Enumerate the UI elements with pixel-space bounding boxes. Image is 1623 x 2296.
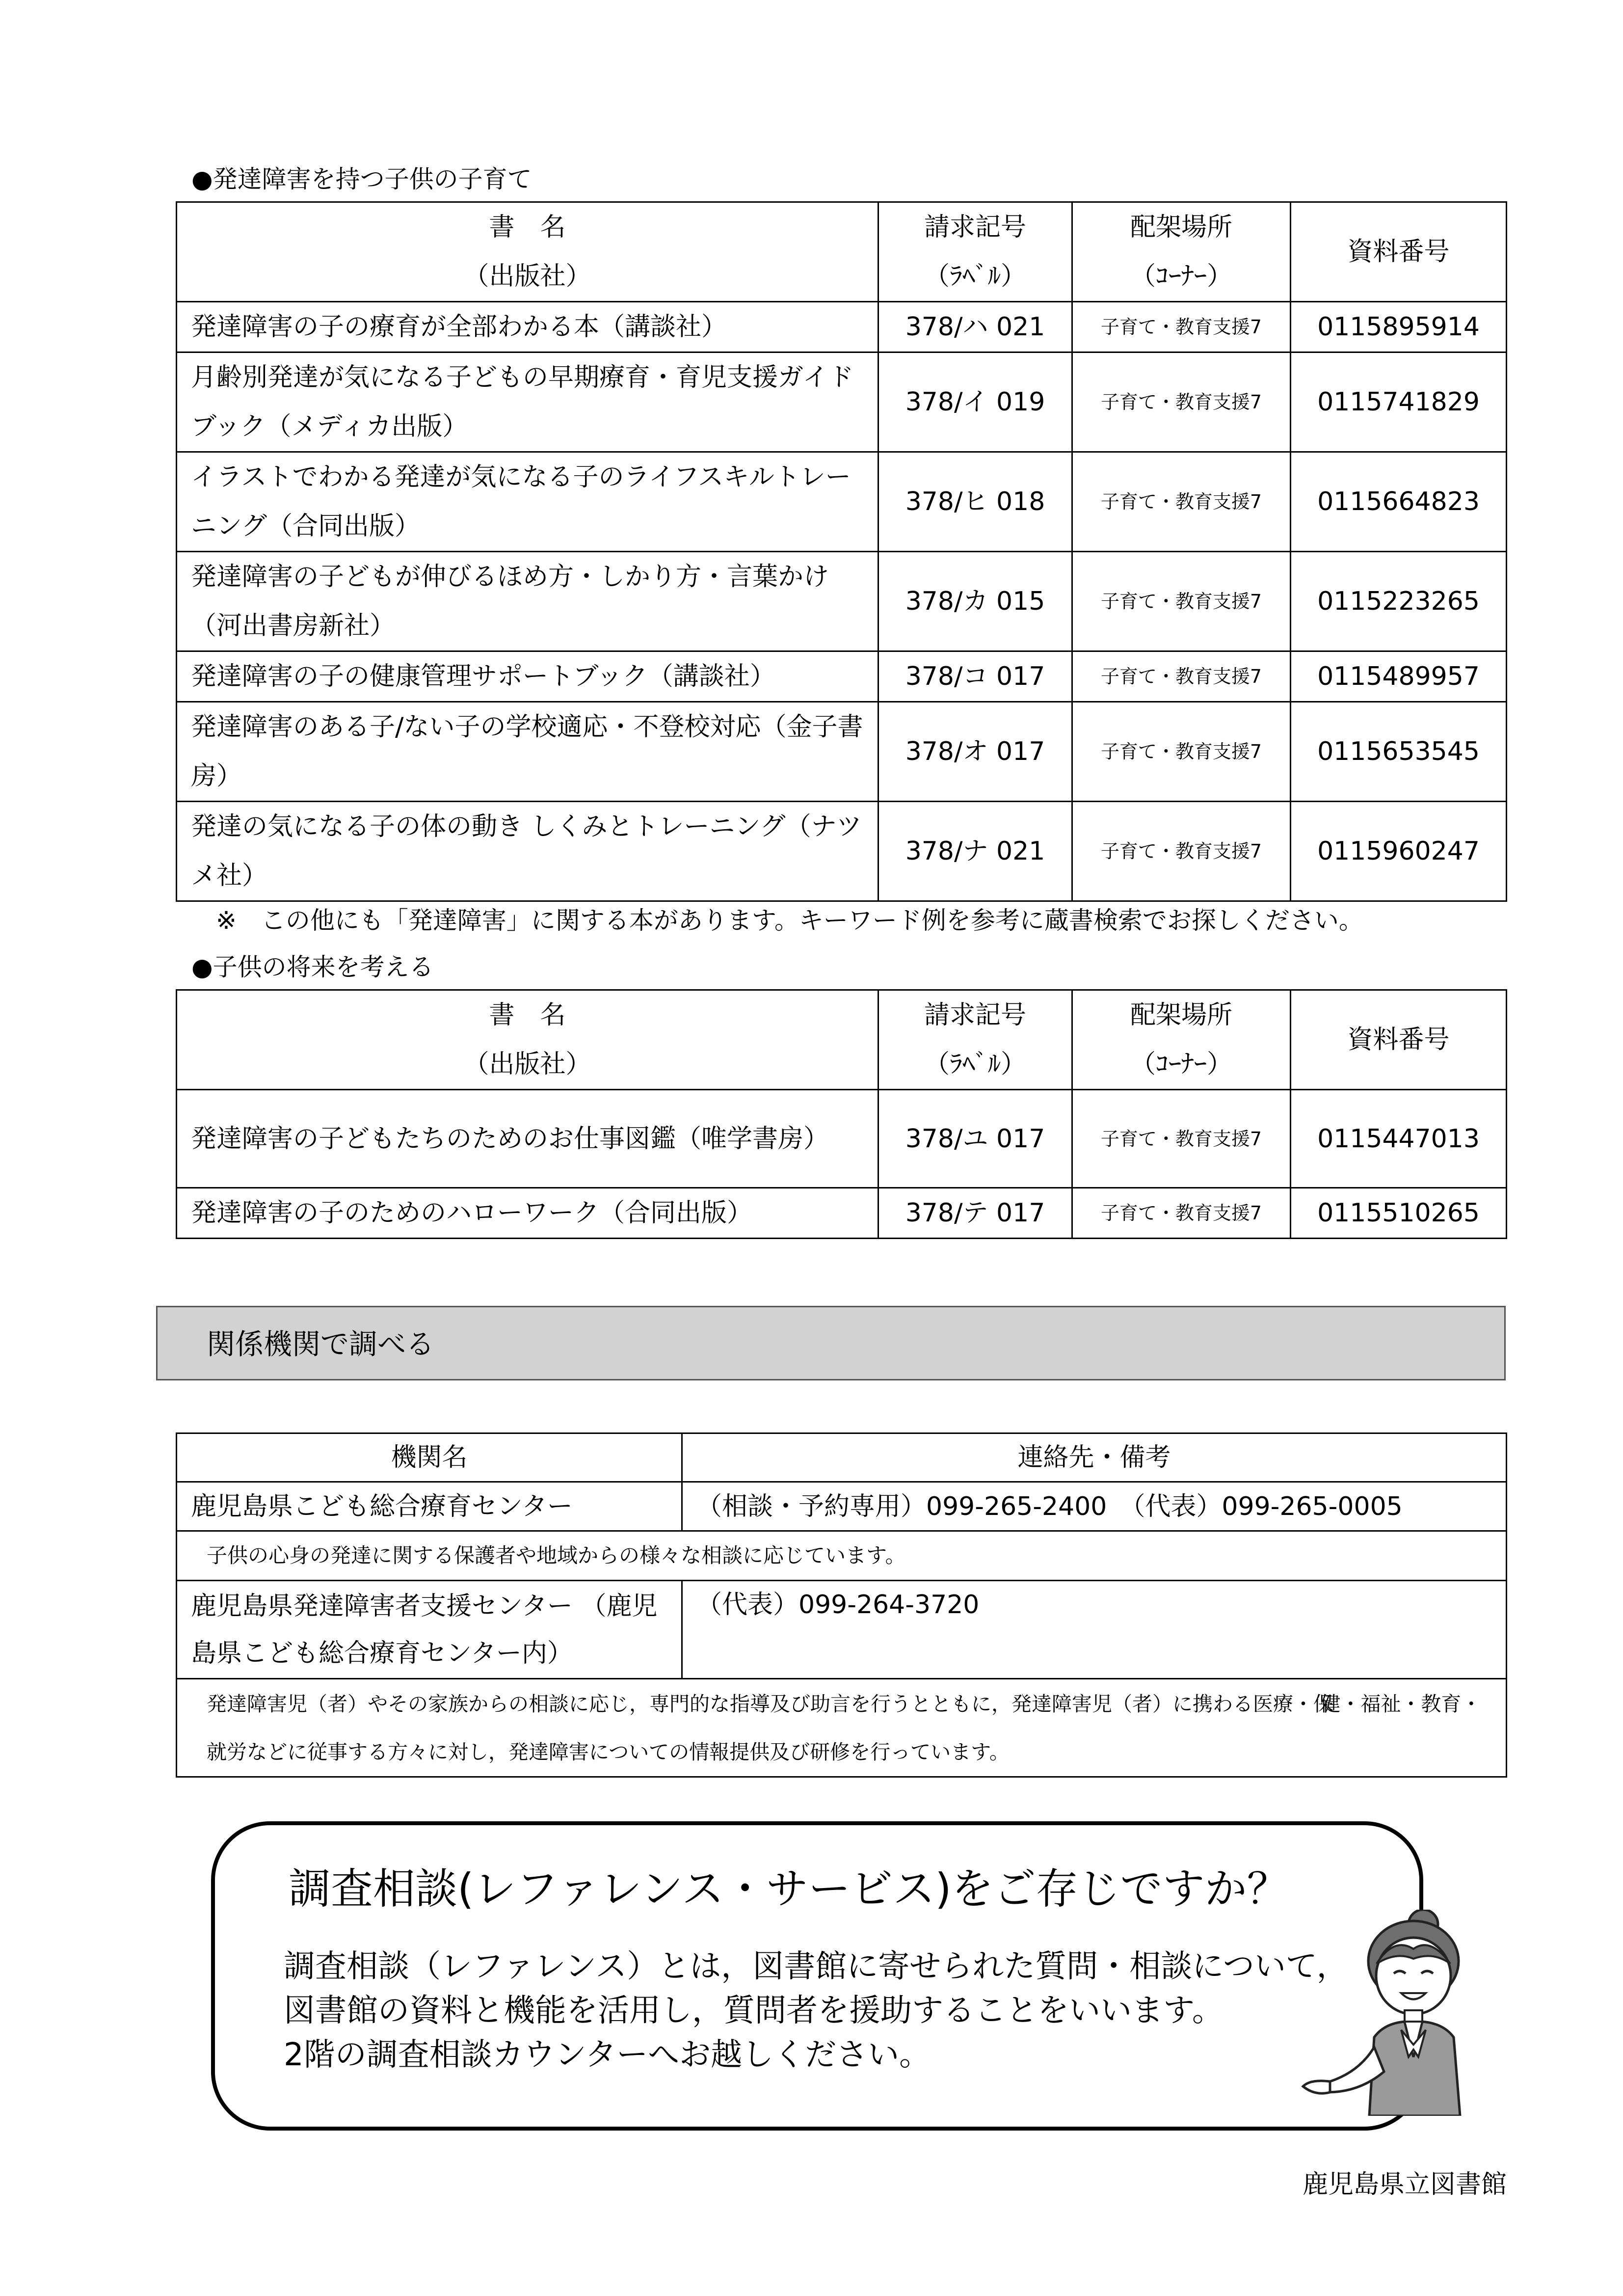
material-number: 0115664823 xyxy=(1291,452,1507,552)
book-title: 発達障害の子どもたちのためのお仕事図鑑（唯学書房） xyxy=(177,1090,878,1188)
section-heading-childcare: ●発達障害を持つ子供の子育て xyxy=(191,165,532,193)
org-name: 鹿児島県こども総合療育センター xyxy=(177,1482,682,1531)
table-row xyxy=(177,1188,1507,1239)
org-header-contact: 連絡先・備考 xyxy=(682,1433,1507,1482)
section-bar-organizations xyxy=(156,1306,1506,1380)
header-place-line1: 配架場所 xyxy=(1130,1000,1232,1030)
call-number: 378/コ 017 xyxy=(878,651,1072,702)
shelf-location: 子育て・教育支援7 xyxy=(1072,802,1291,901)
header-title-line2: （出版社） xyxy=(463,1050,591,1079)
material-number: 0115447013 xyxy=(1291,1090,1507,1188)
book-title: 発達障害の子の健康管理サポートブック（講談社） xyxy=(177,651,878,702)
shelf-location: 子育て・教育支援7 xyxy=(1072,452,1291,552)
material-number: 0115510265 xyxy=(1291,1188,1507,1239)
callout-line-2: 図書館の資料と機能を活用し，質問者を援助することをいいます。 xyxy=(284,1993,1224,2029)
org-description-row xyxy=(177,1679,1507,1777)
table-row xyxy=(177,452,1507,552)
org-name-line1: 鹿児島県発達障害者支援センター xyxy=(191,1591,573,1621)
table-header-row xyxy=(177,202,1507,302)
header-label-line2: （ﾗﾍﾞﾙ） xyxy=(924,262,1026,291)
section-heading-future: ●子供の将来を考える xyxy=(191,953,434,981)
material-number: 0115741829 xyxy=(1291,352,1507,452)
org-row xyxy=(177,1581,1507,1679)
header-title xyxy=(177,990,878,1090)
shelf-location: 子育て・教育支援7 xyxy=(1072,651,1291,702)
org-description: 子供の心身の発達に関する保護者や地域からの様々な相談に応じています。 xyxy=(177,1531,1507,1581)
call-number: 378/ユ 017 xyxy=(878,1090,1072,1188)
callout-line-1: 調査相談（レファレンス）とは，図書館に寄せられた質問・相談について， xyxy=(284,1948,1348,1985)
book-title: 発達の気になる子の体の動き しくみとトレーニング（ナツメ社） xyxy=(177,802,878,901)
shelf-location: 子育て・教育支援7 xyxy=(1072,552,1291,651)
header-place-line2: （ｺｰﾅｰ） xyxy=(1130,262,1232,291)
book-title: 発達障害の子どもが伸びるほめ方・しかり方・言葉かけ（河出書房新社） xyxy=(177,552,878,651)
shelf-location: 子育て・教育支援7 xyxy=(1072,702,1291,802)
callout-line-3: 2階の調査相談カウンターへお越しください。 xyxy=(284,2037,931,2073)
book-title: 発達障害のある子/ない子の学校適応・不登校対応（金子書房） xyxy=(177,702,878,802)
book-table-future xyxy=(176,989,1507,1239)
header-place xyxy=(1072,990,1291,1090)
header-label-line2: （ﾗﾍﾞﾙ） xyxy=(924,1050,1026,1079)
reference-service-callout xyxy=(211,1821,1423,2131)
org-header-name: 機関名 xyxy=(177,1433,682,1482)
shelf-location: 子育て・教育支援7 xyxy=(1072,1090,1291,1188)
org-name xyxy=(177,1581,682,1679)
header-place-line2: （ｺｰﾅｰ） xyxy=(1130,1050,1232,1079)
header-number: 資料番号 xyxy=(1291,990,1507,1090)
call-number: 378/イ 019 xyxy=(878,352,1072,452)
call-number: 378/ナ 021 xyxy=(878,802,1072,901)
book-title: 発達障害の子のためのハローワーク（合同出版） xyxy=(177,1188,878,1239)
call-number: 378/ハ 021 xyxy=(878,302,1072,352)
section-bar-label: 関係機関で調べる xyxy=(207,1327,435,1361)
book-title: 月齢別発達が気になる子どもの早期療育・育児支援ガイドブック（メディカ出版） xyxy=(177,352,878,452)
material-number: 0115895914 xyxy=(1291,302,1507,352)
header-title-line1: 書 名 xyxy=(489,213,566,242)
header-title-line1: 書 名 xyxy=(489,1000,566,1030)
call-number: 378/オ 017 xyxy=(878,702,1072,802)
librarian-illustration xyxy=(1301,1910,1487,2116)
org-contact: （代表）099-264-3720 xyxy=(682,1581,1507,1679)
header-label-line1: 請求記号 xyxy=(924,213,1026,242)
book-table-childcare xyxy=(176,201,1507,902)
header-title xyxy=(177,202,878,302)
table-row xyxy=(177,802,1507,901)
call-number: 378/テ 017 xyxy=(878,1188,1072,1239)
call-number: 378/カ 015 xyxy=(878,552,1072,651)
table-header-row xyxy=(177,990,1507,1090)
org-contact: （相談・予約専用）099-265-2400 （代表）099-265-0005 xyxy=(682,1482,1507,1531)
shelf-location: 子育て・教育支援7 xyxy=(1072,302,1291,352)
table-row xyxy=(177,651,1507,702)
org-description-line1: 発達障害児（者）やその家族からの相談に応じ，専門的な指導及び助言を行うとともに，発達障害児（者）に携わる医療・保 xyxy=(207,1692,1333,1716)
header-title-line2: （出版社） xyxy=(463,262,591,291)
shelf-location: 子育て・教育支援7 xyxy=(1072,1188,1291,1239)
material-number: 0115960247 xyxy=(1291,802,1507,901)
org-description xyxy=(177,1679,1507,1777)
table-row xyxy=(177,352,1507,452)
header-label xyxy=(878,990,1072,1090)
header-number: 資料番号 xyxy=(1291,202,1507,302)
header-label xyxy=(878,202,1072,302)
book-title: 発達障害の子の療育が全部わかる本（講談社） xyxy=(177,302,878,352)
table-row xyxy=(177,1090,1507,1188)
library-name: 鹿児島県立図書館 xyxy=(1302,2170,1507,2199)
book-title: イラストでわかる発達が気になる子のライフスキルトレーニング（合同出版） xyxy=(177,452,878,552)
table-row xyxy=(177,552,1507,651)
header-label-line1: 請求記号 xyxy=(924,1000,1026,1030)
shelf-location: 子育て・教育支援7 xyxy=(1072,352,1291,452)
call-number: 378/ヒ 018 xyxy=(878,452,1072,552)
material-number: 0115489957 xyxy=(1291,651,1507,702)
table-row xyxy=(177,702,1507,802)
organizations-table xyxy=(176,1432,1507,1778)
callout-title: 調査相談(レファレンス・サービス)をご存じですか？ xyxy=(289,1864,1289,1914)
org-description-row xyxy=(177,1531,1507,1581)
org-row xyxy=(177,1482,1507,1531)
table-row xyxy=(177,302,1507,352)
material-number: 0115223265 xyxy=(1291,552,1507,651)
material-number: 0115653545 xyxy=(1291,702,1507,802)
search-note: ※ この他にも「発達障害」に関する本があります。キーワード例を参考に蔵書検索でお探しください。 xyxy=(216,906,1363,935)
org-description-line2: 健・福祉・教育・就労などに従事する方々に対し，発達障害についての情報提供及び研修を行っています。 xyxy=(207,1692,1482,1764)
org-header-row xyxy=(177,1433,1507,1482)
header-place-line1: 配架場所 xyxy=(1130,213,1232,242)
header-place xyxy=(1072,202,1291,302)
org-name-line2: （鹿児島県こども総合療育センター内） xyxy=(191,1591,658,1668)
